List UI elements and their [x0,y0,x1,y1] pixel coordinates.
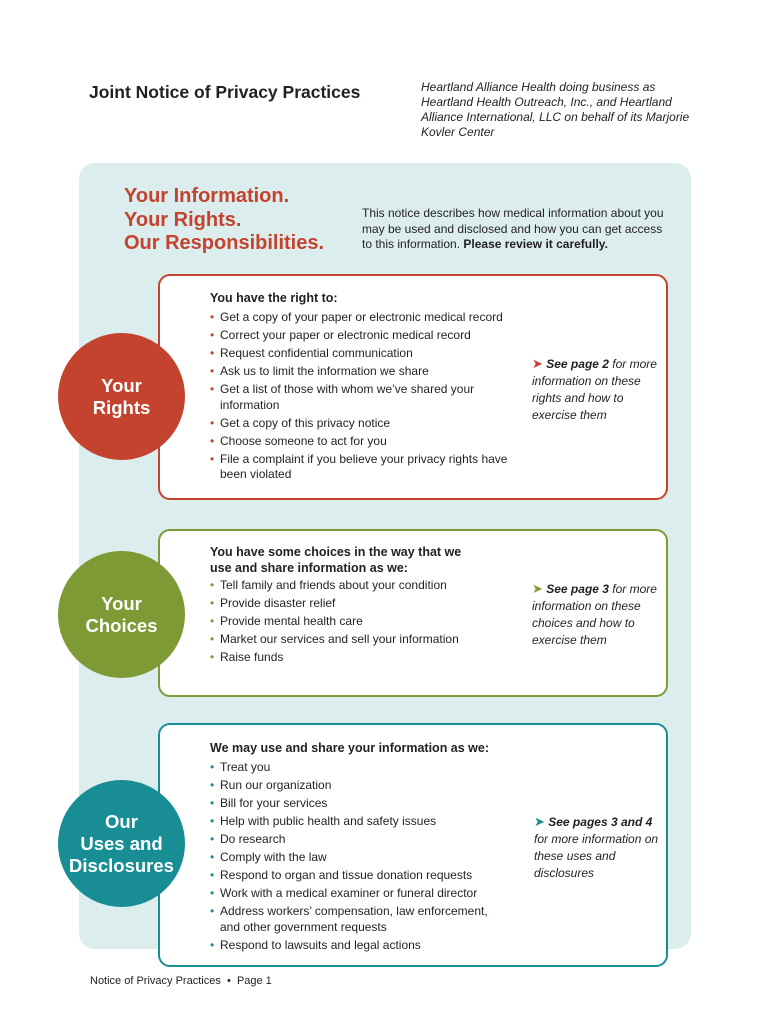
bullet-icon: • [210,415,215,430]
list-item-text: Treat you [220,760,271,774]
arrow-icon: ➤ [532,581,543,596]
uses-circle-line-2: Uses and [80,832,163,854]
bullet-icon: • [210,904,215,918]
arrow-icon: ➤ [532,356,543,371]
uses-see-page-text: for more information on these uses and disclosures [534,832,659,880]
organization-statement: Heartland Alliance Health doing business as Heartland Health Outreach, Inc., and Heartland Alliance International, LLC on behalf of its Marjorie Kovler Center [421,80,690,139]
page-number: Page 1 [236,975,272,987]
choices-see-page [532,580,657,649]
list-item [210,452,510,483]
list-item-text: Do research [220,832,286,846]
choices-list [210,578,465,668]
bullet-icon: • [210,382,215,396]
list-item [210,904,500,935]
arrow-icon: ➤ [534,814,545,829]
bullet-icon: • [210,778,215,792]
bullet-icon: • [210,310,215,324]
uses-title: We may use and share your information as we: [210,741,490,755]
uses-circle [58,780,185,907]
list-item-text: Respond to organ and tissue donation requests [220,868,473,882]
bullet-icon: • [210,850,215,864]
list-item-text: Bill for your services [220,796,328,810]
list-item [210,364,510,380]
list-item-text: Address workers’ compensation, law enforcement, and other government requests [220,904,488,934]
headline [124,185,324,256]
list-item-text: Run our organization [220,778,332,792]
bullet-icon: • [210,760,215,774]
list-item [210,310,510,326]
list-item-text: Get a copy of your paper or electronic medical record [220,310,503,324]
list-item-text: Tell family and friends about your condition [220,578,447,592]
uses-list [210,760,500,956]
list-item [210,796,500,812]
list-item-text: Get a list of those with whom we’ve shared your information [220,382,475,412]
list-item [210,650,465,666]
bullet-icon: • [210,886,215,900]
list-item [210,614,465,630]
bullet-icon: • [210,868,215,882]
rights-see-page [532,355,657,424]
intro-text: This notice describes how medical information about you may be used and disclosed and how you can get access to this information. [362,206,664,251]
list-item [210,596,465,612]
rights-see-page-ref: See page 2 [546,357,609,371]
uses-circle-line-1: Our [105,810,138,832]
choices-see-page-ref: See page 3 [546,582,609,596]
list-item-text: Help with public health and safety issues [220,814,437,828]
list-item-text: File a complaint if you believe your privacy rights have been violated [220,451,508,481]
list-item [210,328,510,344]
uses-see-page-ref: See pages 3 and 4 [548,815,653,829]
bullet-icon: • [210,937,215,952]
list-item-text: Raise funds [220,650,284,664]
list-item [210,346,510,362]
bullet-icon: • [210,614,215,628]
list-item-text: Provide disaster relief [220,596,336,610]
choices-circle-line-1: Your [101,592,142,614]
list-item [210,416,510,432]
bullet-icon: • [210,832,215,846]
intro-paragraph [362,206,667,253]
list-item-text: Ask us to limit the information we share [220,364,429,378]
rights-circle-line-2: Rights [92,396,151,418]
list-item [210,778,500,794]
rights-box [158,274,668,500]
choices-see-page-text: for more information on these choices and how to exercise them [532,582,657,647]
bullet-icon: • [210,796,215,810]
list-item [210,760,500,776]
bullet-icon: • [210,632,215,646]
list-item [210,382,510,413]
list-item-text: Work with a medical examiner or funeral director [220,886,478,900]
rights-circle [58,333,185,460]
list-item [210,938,500,954]
footer-text: Notice of Privacy Practices [90,975,221,987]
choices-circle-line-2: Choices [85,614,158,636]
bullet-icon: • [210,346,215,360]
rights-list [210,310,510,485]
bullet-icon: • [210,650,215,664]
list-item-text: Correct your paper or electronic medical record [220,328,471,342]
list-item [210,850,500,866]
list-item-text: Comply with the law [220,850,327,864]
list-item [210,832,500,848]
headline-line-1: Your Information. [124,185,290,207]
list-item-text: Market our services and sell your information [220,632,459,646]
bullet-icon: • [210,433,215,448]
choices-circle [58,551,185,678]
page-footer [90,975,272,987]
uses-circle-line-3: Disclosures [69,854,174,876]
list-item-text: Get a copy of this privacy notice [220,415,391,430]
list-item [210,578,465,594]
bullet-icon: • [210,596,215,610]
rights-title: You have the right to: [210,291,338,305]
intro-emphasis: Please review it carefully. [463,237,608,251]
choices-title: You have some choices in the way that we use and share information as we: [210,545,462,575]
footer-separator: • [226,975,231,987]
headline-line-3: Our Responsibilities. [124,232,325,254]
uses-see-page [534,813,659,882]
bullet-icon: • [210,814,215,828]
uses-box [158,723,668,967]
rights-see-page-text: for more information on these rights and how to exercise them [532,357,657,422]
bullet-icon: • [210,364,215,378]
choices-box [158,529,668,697]
list-item-text: Request confidential communication [220,346,413,360]
list-item [210,868,500,884]
list-item [210,814,500,830]
list-item [210,632,465,648]
bullet-icon: • [210,328,215,342]
rights-circle-line-1: Your [101,374,142,396]
bullet-icon: • [210,451,215,466]
list-item [210,886,500,902]
headline-line-2: Your Rights. [124,208,242,231]
list-item-text: Provide mental health care [220,614,363,628]
document-title: Joint Notice of Privacy Practices [89,82,361,102]
bullet-icon: • [210,578,215,592]
list-item [210,434,510,450]
list-item-text: Respond to lawsuits and legal actions [220,937,421,952]
list-item-text: Choose someone to act for you [220,433,387,448]
